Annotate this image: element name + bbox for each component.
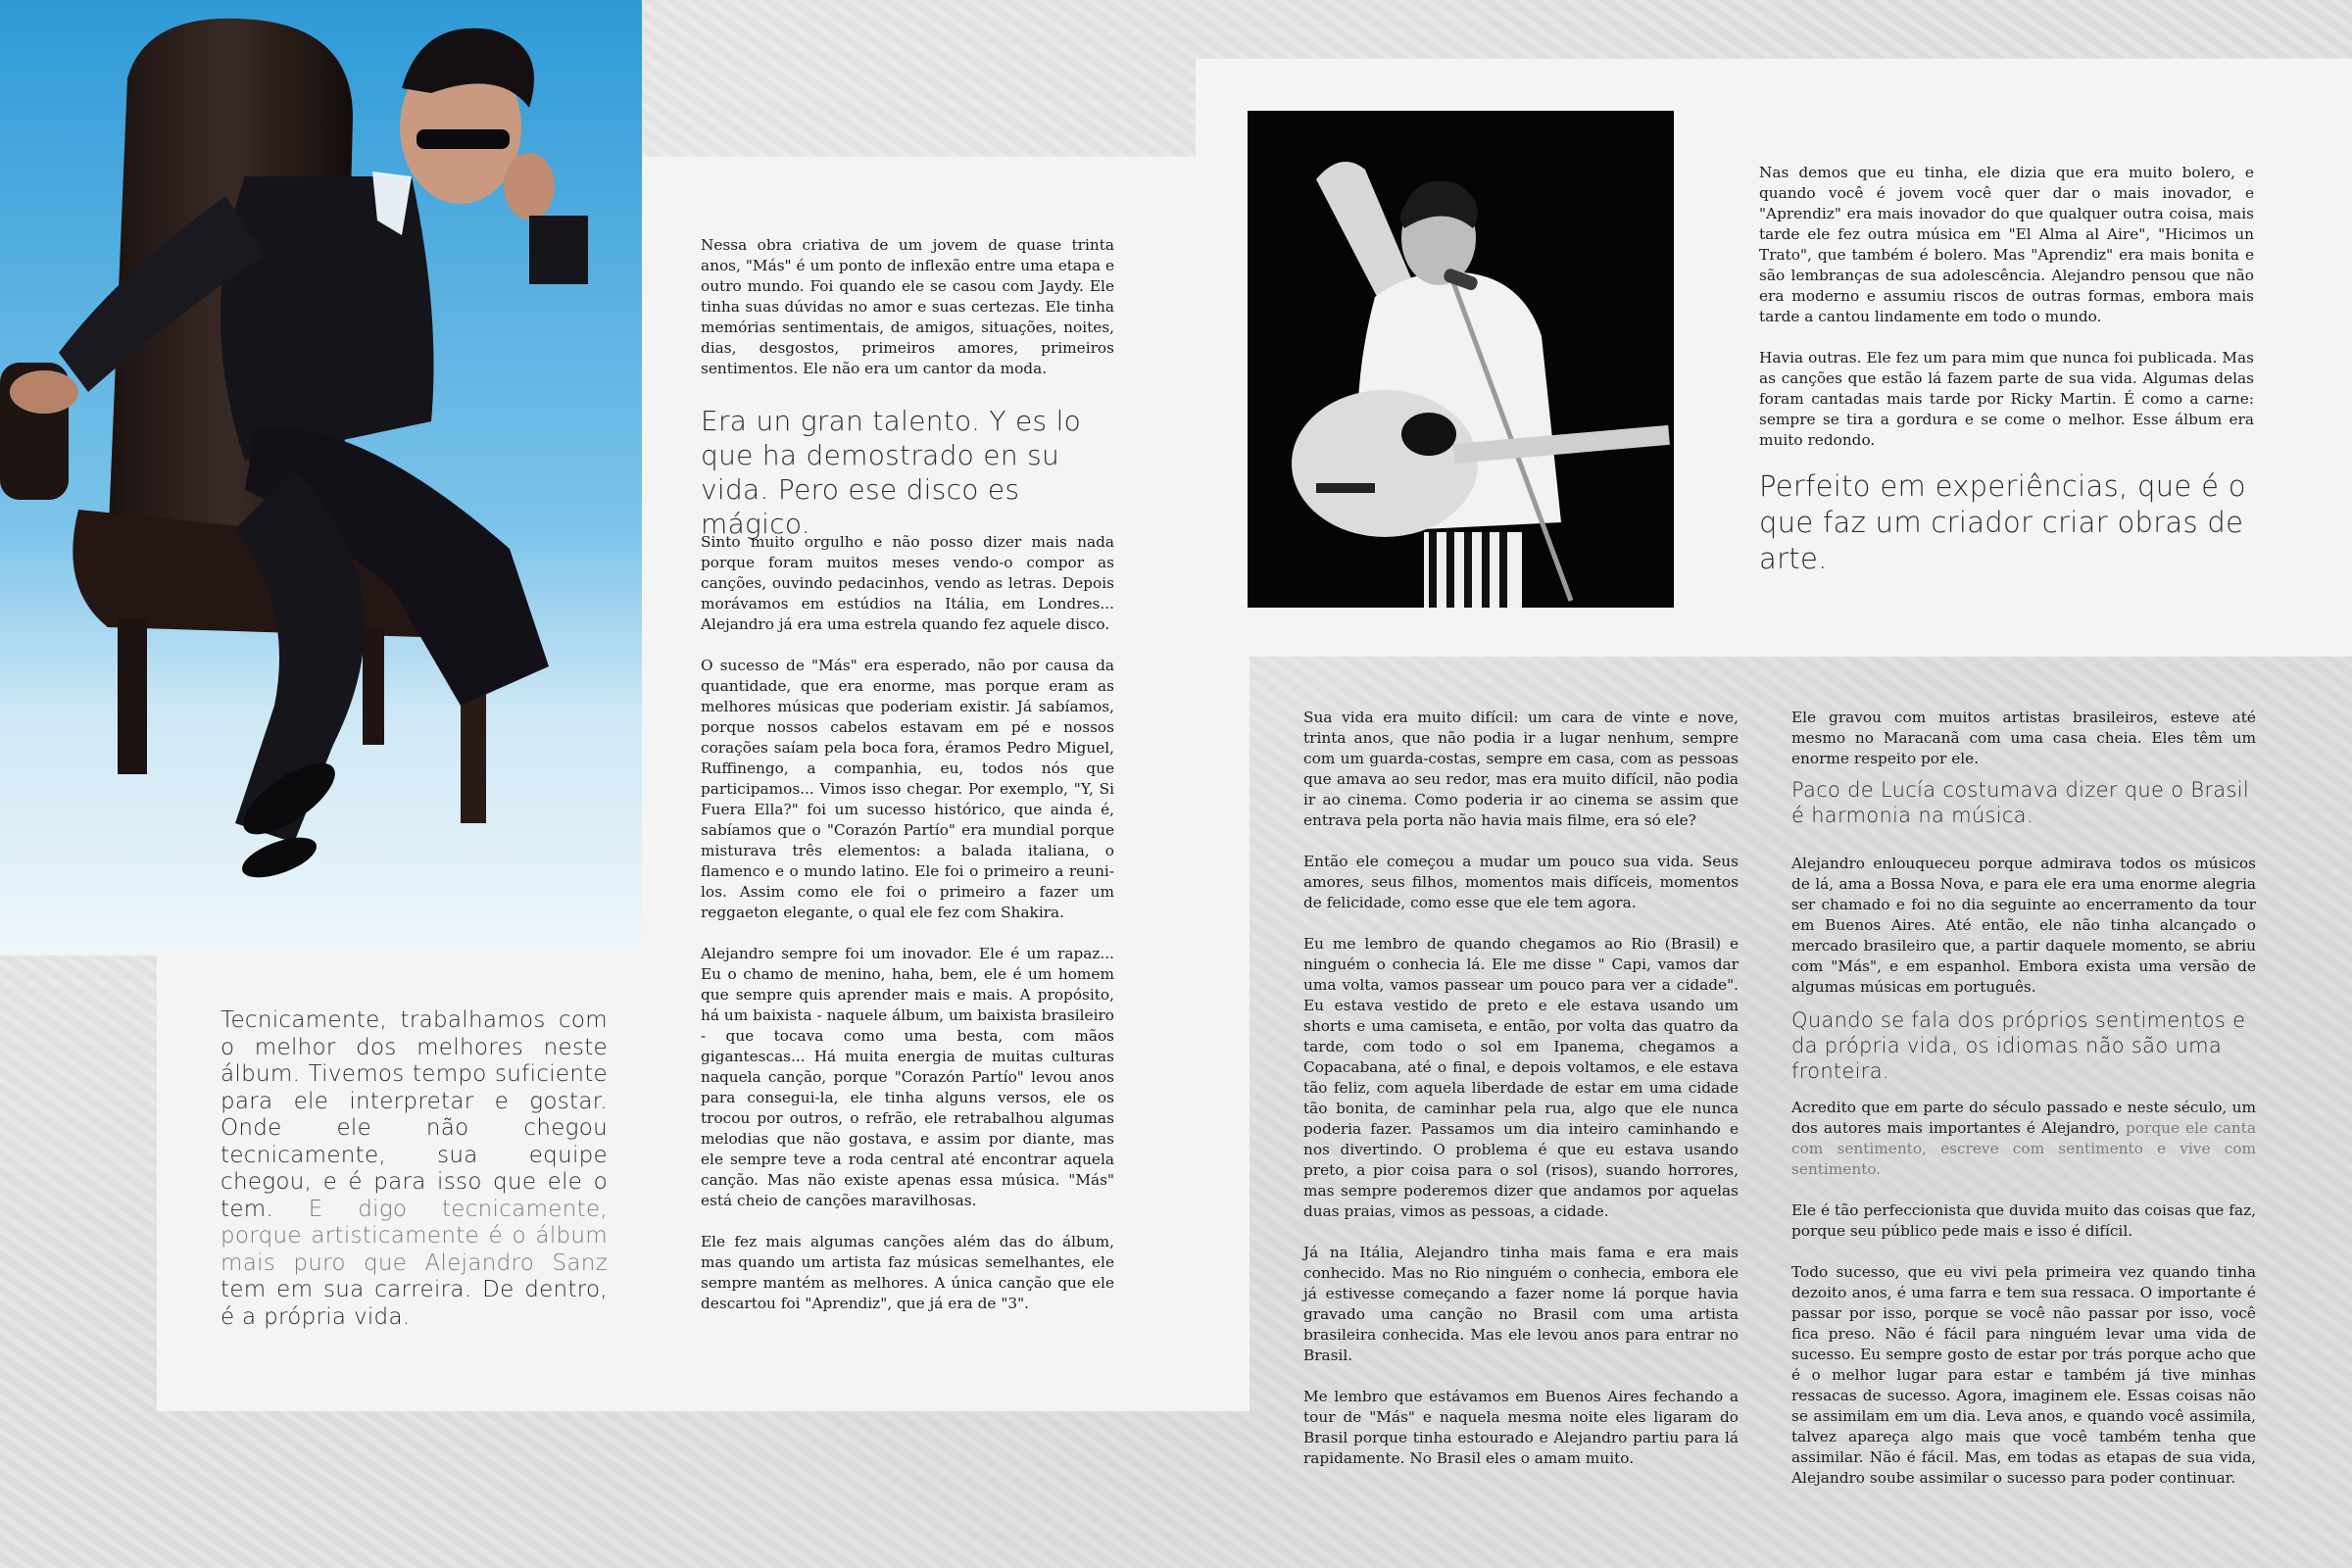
rb-col1-paragraph-2: Então ele começou a mudar um pouco sua vida. Seus amores, seus filhos, momentos mais difíceis, momentos de felicidade, como esse que ele tem agora.	[1303, 853, 1739, 911]
middle-quote: Era un gran talento. Y es lo que ha demostrado en su vida. Pero ese disco es mágico.	[701, 405, 1082, 540]
rb-col2-paragraph-5: Todo sucesso, que eu vivi pela primeira vez quando tinha dezoito anos, é uma farra e tem sua ressaca. O importante é passar por isso, porque se você não passar por isso, você fica preso. Não é fácil para ninguém levar uma vida de sucesso. Eu sempre gosto de estar por trás porque acho que é o melhor lugar para estar e também já tive minhas ressacas de sucesso. Agora, imaginem ele. Essas coisas não se assimilam em um dia. Leva anos, e quando você assimila, talvez apareça algo mais que você também tenha que assimilar. Não é fácil. Mas, em todas as etapas de sua vida, Alejandro soube assimilar o sucesso para poder continuar.	[1791, 1263, 2256, 1487]
singer-guitar-illustration	[1248, 111, 1674, 608]
rb-col2-quote-1: Paco de Lucía costumava dizer que o Brasil é harmonia na música.	[1791, 778, 2249, 827]
middle-column-top	[701, 235, 1114, 400]
pull-quote-part1: Tecnicamente, trabalhamos com o melhor dos melhores neste álbum. Tivemos tempo suficiente para ele interpretar e gostar. Onde ele não chegou tecnicamente, sua equipe chegou, e é para isso que ele o tem.	[220, 1007, 608, 1222]
seated-man-illustration	[0, 0, 642, 956]
rb-col1-paragraph-4: Já na Itália, Alejandro tinha mais fama e era mais conhecido. Mas no Rio ninguém o conhecia, embora ele já estivesse começando a fazer nome lá porque havia gravado uma canção no Brasil com uma artista brasileira conhecida. Mas ele levou anos para entrar no Brasil.	[1303, 1244, 1739, 1364]
middle-paragraph-1: Nessa obra criativa de um jovem de quase trinta anos, "Más" é um ponto de inflexão entre uma etapa e outro mundo. Foi quando ele se casou com Jaydy. Ele tinha suas dúvidas no amor e suas certezas. Ele tinha memórias sentimentais, de amigos, situações, noites, dias, desgostos, primeiros amores, primeiros sentimentos. Ele não era um cantor da moda.	[701, 236, 1114, 377]
middle-column-body	[701, 532, 1114, 1335]
rb-col2-paragraph-3	[1791, 1098, 2256, 1180]
rb-col1-paragraph-5: Me lembro que estávamos em Buenos Aires fechando a tour de "Más" e naquela mesma noite eles ligaram do Brasil porque tinha estourado e Alejandro partiu para lá rapidamente. No Brasil eles o amam muito.	[1303, 1388, 1739, 1467]
right-bottom-column-2	[1791, 708, 2256, 1509]
rb-col1-paragraph-3: Eu me lembro de quando chegamos ao Rio (Brasil) e ninguém o conhecia lá. Ele me disse " Capi, vamos dar uma volta, vamos passear um pouco para ver a cidade". Eu estava vestido de preto e ele estava usando um shorts e uma camiseta, e então, por volta das quatro da tarde, com todo o sol em Ipanema, chegamos a Copacabana, até o final, e depois voltamos, e ele estava tão feliz, com aquela liberdade de estar em uma cidade tão bonita, de caminhar pela rua, algo que ele nunca poderia fazer. Passamos um dia inteiro caminhando e nos divertindo. O problema é que eu estava usando preto, a pior coisa para o sol (risos), suando horrores, mas sempre poderemos dizer que andamos por aquelas duas praias, vimos as pessoas, a cidade.	[1303, 935, 1739, 1220]
rb-col1-paragraph-1: Sua vida era muito difícil: um cara de vinte e nove, trinta anos, que não podia ir a lugar nenhum, sempre com um guarda-costas, sempre em casa, com as pessoas que amava ao seu redor, mas era muito difícil, não podia ir ao cinema. Como poderia ir ao cinema se assim que entrava pela porta não havia mais filme, era só ele?	[1303, 709, 1739, 829]
rb-col2-quote-2: Quando se fala dos próprios sentimentos e da própria vida, os idiomas não são uma fronteira.	[1791, 1008, 2246, 1083]
photo-singer-guitar	[1248, 111, 1674, 608]
left-pull-quote	[220, 1007, 608, 1331]
pull-quote-part3: tem em sua carreira. De dentro, é a própria vida.	[220, 1277, 608, 1330]
rb-col2-paragraph-4: Ele é tão perfeccionista que duvida muito das coisas que faz, porque seu público pede mais e isso é difícil.	[1791, 1201, 2256, 1240]
rb-col2-paragraph-2: Alejandro enlouqueceu porque admirava todos os músicos de lá, ama a Bossa Nova, e para ele era uma enorme alegria ser chamado e foi no dia seguinte ao encerramento da tour em Buenos Aires. Até então, ele não tinha alcançado o mercado brasileiro que, a partir daquele momento, se abriu com "Más", e em espanhol. Embora exista uma versão de algumas músicas em português.	[1791, 855, 2256, 996]
right-top-quote: Perfeito em experiências, que é o que faz um criador criar obras de arte.	[1759, 469, 2246, 575]
striped-pants	[1424, 532, 1522, 608]
right-top-paragraph-1: Nas demos que eu tinha, ele dizia que era muito bolero, e quando você é jovem você quer dar o mais inovador, e "Aprendiz" era mais inovador do que qualquer outra coisa, mais tarde ele fez outra música em "El Alma al Aire", "Hicimos un Trato", que também é bolero. Mas "Aprendiz" era mais bonita e são lembranças de sua adolescência. Alejandro pensou que não era moderno e assumiu riscos de outras formas, embora mais tarde a cantou lindamente em todo o mundo.	[1759, 164, 2254, 325]
middle-paragraph-5: Ele fez mais algumas canções além das do álbum, mas quando um artista faz músicas semelhantes, ele sempre mantém as melhores. A única canção que ele descartou foi "Aprendiz", que já era de "3".	[701, 1233, 1114, 1312]
middle-paragraph-3: O sucesso de "Más" era esperado, não por causa da quantidade, que era enorme, mas porque eram as melhores músicas que poderiam existir. Já sabíamos, porque nossos cabelos estavam em pé e nossos corações saíam pela boca fora, éramos Pedro Miguel, Ruffinengo, a companhia, eu, todos nós que participamos... Vimos isso chegar. Por exemplo, "Y, Si Fuera Ella?" foi um sucesso histórico, que ainda é, sabíamos que o "Corazón Partío" era mundial porque misturava três elementos: a balada italiana, o flamenco e o mundo latino. Ele foi o primeiro a reuni-los. Assim como ele foi o primeiro a fazer um reggaeton elegante, o qual ele fez com Shakira.	[701, 657, 1114, 921]
right-bottom-column-1	[1303, 708, 1739, 1490]
photo-seated-man	[0, 0, 642, 956]
middle-paragraph-4: Alejandro sempre foi um inovador. Ele é um rapaz... Eu o chamo de menino, haha, bem, ele é um homem que sempre quis aprender mais e mais. A propósito, há um baixista - naquele álbum, um baixista brasileiro - que tocava como uma besta, com mãos gigantescas... Há muita energia de muitas culturas naquela canção, porque "Corazón Partío" levou anos para consegui-la, ele tinha alguns versos, ele os trocou por outros, o refrão, ele retrabalhou algumas melodias que não gostava, e assim por diante, mas ele sempre teve a roda central até encontrar aquela canção. Mas não existe apenas essa música. "Más" está cheio de canções maravilhosas.	[701, 945, 1114, 1209]
rb-col2-paragraph-3a: Acredito que em parte do século passado e neste século, um dos autores mais importantes é Alejandro,	[1791, 1099, 2256, 1137]
pull-quote-part2: E digo tecnicamente, porque artisticamente é o álbum mais puro que Alejandro Sanz	[220, 1196, 608, 1276]
rb-col2-paragraph-1: Ele gravou com muitos artistas brasileiros, esteve até mesmo no Maracanã com uma casa cheia. Eles têm um enorme respeito por ele.	[1791, 709, 2256, 767]
middle-paragraph-2: Sinto muito orgulho e não posso dizer mais nada porque foram muitos meses vendo-o compor as canções, ouvindo pedacinhos, vendo as letras. Depois morávamos em estúdios na Itália, em Londres... Alejandro já era uma estrela quando fez aquele disco.	[701, 533, 1114, 633]
rb-col2-paragraph-3b: porque ele canta com sentimento, escreve com sentimento e vive com sentimento.	[1791, 1119, 2256, 1178]
right-top-column	[1759, 163, 2254, 471]
right-top-paragraph-2: Havia outras. Ele fez um para mim que nunca foi publicada. Mas as canções que estão lá fazem parte de sua vida. Algumas delas foram cantadas mais tarde por Ricky Martin. É como a carne: sempre se tira a gordura e se come o melhor. Esse álbum era muito redondo.	[1759, 349, 2254, 449]
